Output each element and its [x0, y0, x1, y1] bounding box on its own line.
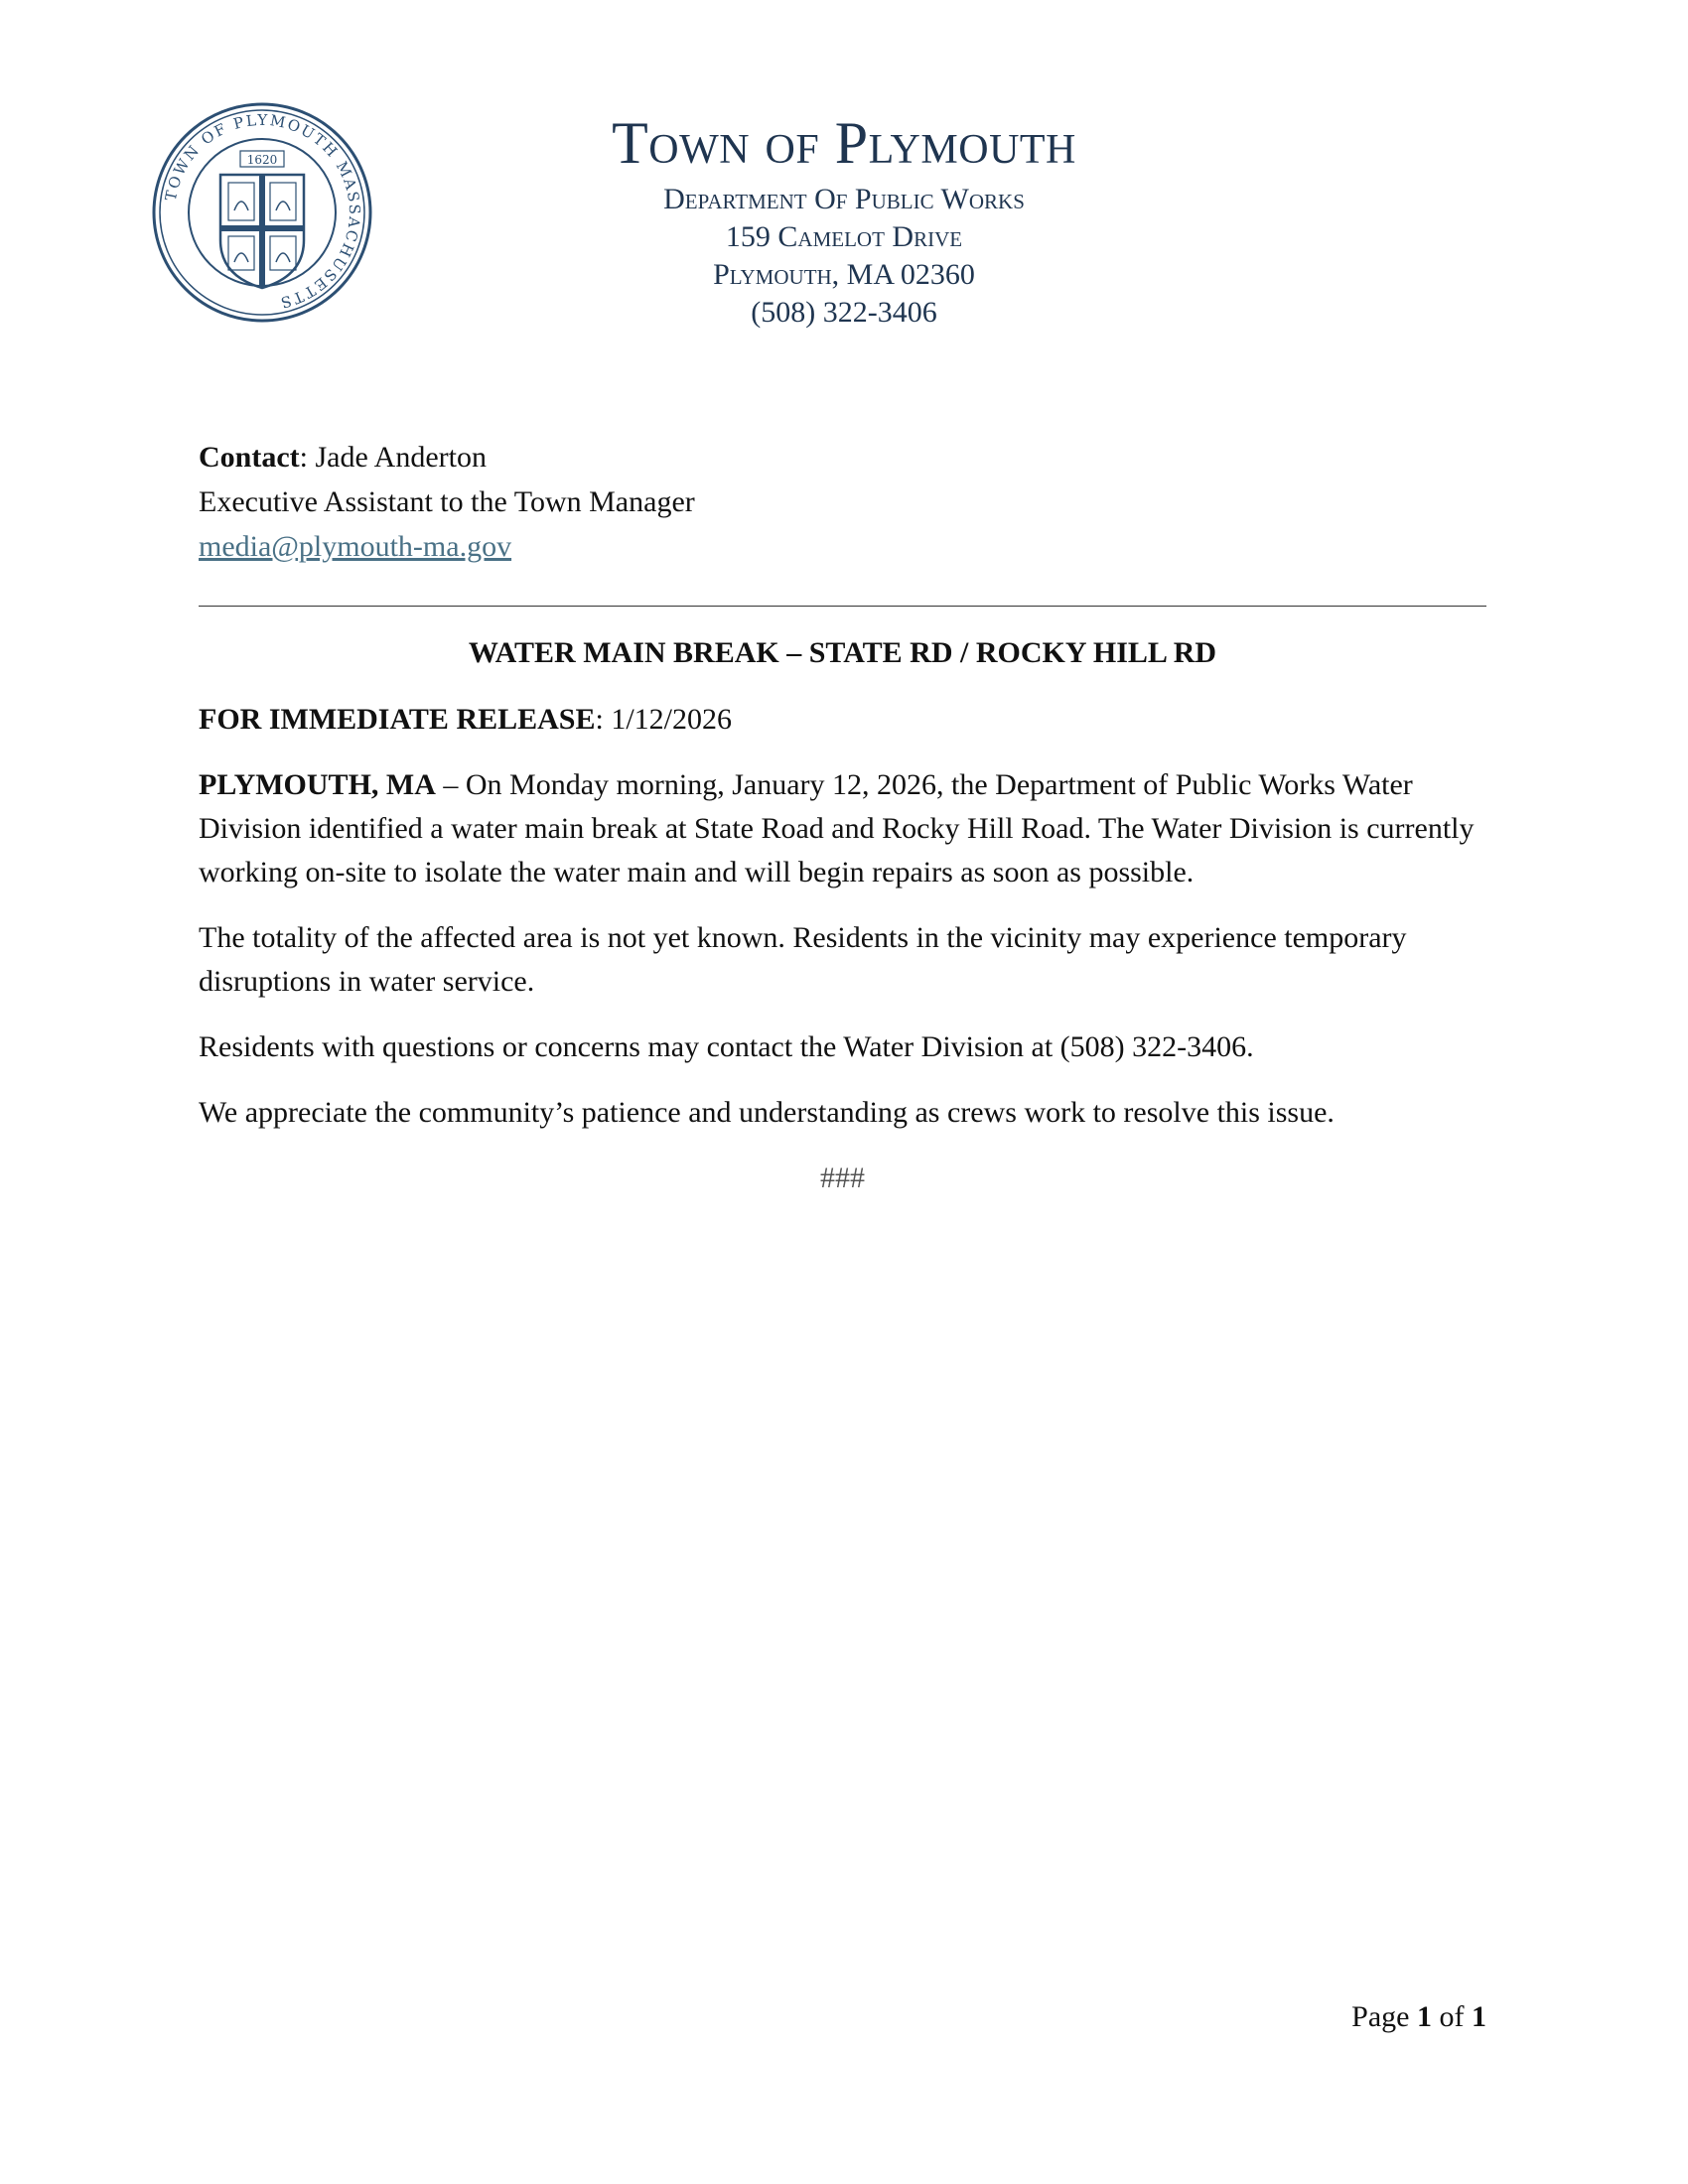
letterhead	[377, 105, 1311, 332]
page-total: 1	[1472, 2000, 1486, 2033]
city-state-zip: Plymouth, MA 02360	[713, 258, 975, 291]
release-date: 1/12/2026	[611, 703, 733, 736]
page-of: of	[1439, 2000, 1465, 2033]
page-word: Page	[1351, 2000, 1410, 2033]
paragraph-2: The totality of the affected area is not yet known. Residents in the vicinity may experience temporary disruptions in water service.	[199, 921, 1407, 998]
paragraph-3: Residents with questions or concerns may contact the Water Division at (508) 322-3406.	[199, 1030, 1254, 1063]
release-line: FOR IMMEDIATE RELEASE: 1/12/2026	[199, 703, 733, 736]
horizontal-divider	[199, 606, 1486, 607]
paragraph-4: We appreciate the community’s patience and understanding as crews work to resolve this issue.	[199, 1096, 1335, 1129]
department-phone: (508) 322-3406	[751, 296, 937, 329]
press-release-headline: WATER MAIN BREAK – STATE RD / ROCKY HILL RD	[468, 636, 1217, 669]
contact-block	[199, 435, 695, 569]
press-release-body	[199, 698, 1489, 1222]
town-seal-logo	[151, 101, 373, 324]
contact-position: Executive Assistant to the Town Manager	[199, 485, 695, 518]
contact-line: Contact: Jade Anderton	[199, 441, 487, 474]
contact-label: Contact	[199, 441, 300, 474]
end-mark: ###	[820, 1161, 865, 1194]
paragraph-1-text: – On Monday morning, January 12, 2026, the Department of Public Works Water Division identified a water main break at State Road and Rocky Hill Road. The Water Division is currently working on-site to isolate the water main and will begin repairs as soon as possible.	[199, 768, 1475, 888]
seal-ring-text: TOWN OF PLYMOUTH MASSACHUSETTS	[161, 110, 364, 313]
release-label: FOR IMMEDIATE RELEASE	[199, 703, 596, 736]
department-name: Department Of Public Works	[663, 183, 1025, 215]
dateline: PLYMOUTH, MA	[199, 768, 436, 801]
contact-email-link[interactable]: media@plymouth-ma.gov	[199, 530, 512, 563]
street-address: 159 Camelot Drive	[725, 220, 963, 253]
seal-year: 1620	[246, 153, 278, 167]
town-title: Town of Plymouth	[612, 110, 1076, 176]
page-current: 1	[1417, 2000, 1432, 2033]
paragraph-1	[199, 763, 1489, 894]
page-number	[1351, 1997, 1486, 2037]
contact-name: Jade Anderton	[315, 441, 487, 474]
